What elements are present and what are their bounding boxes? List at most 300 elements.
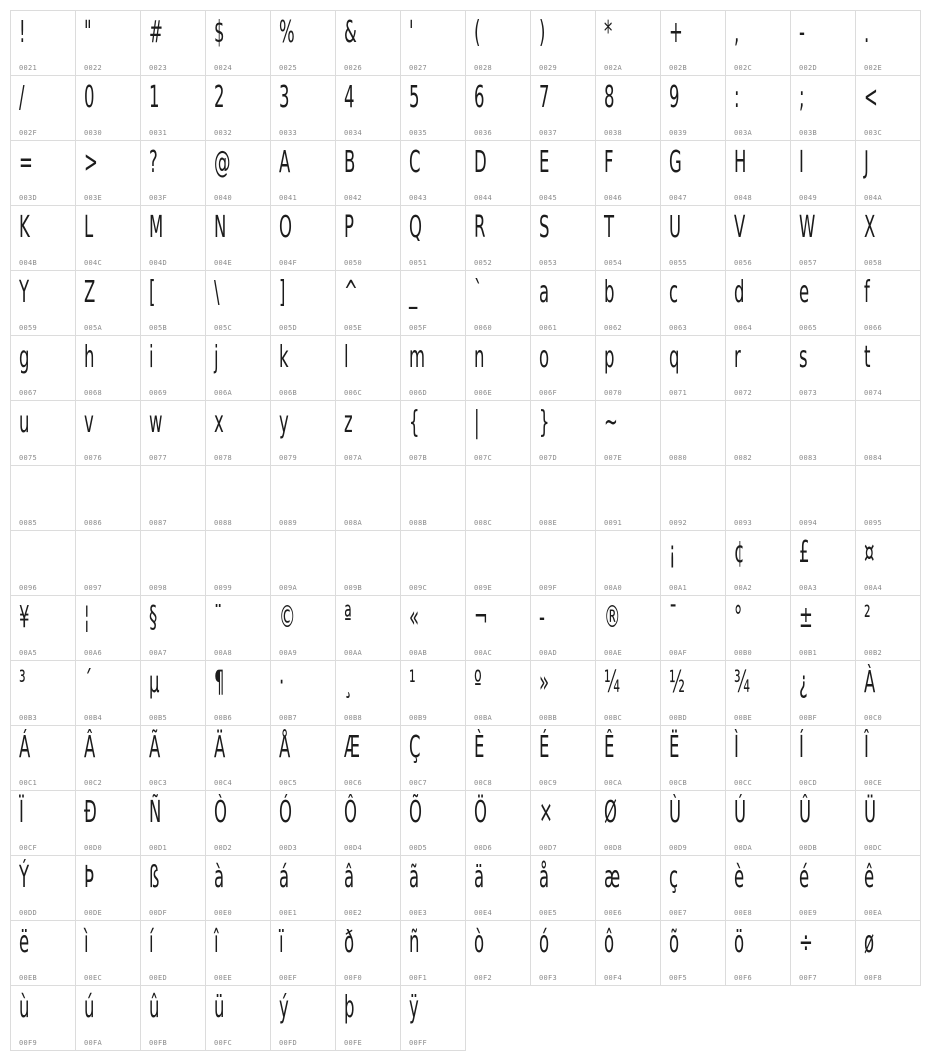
glyph-codepoint-label: 00E9: [799, 909, 818, 917]
glyph-cell[interactable]: [531, 401, 596, 466]
glyph-cell[interactable]: [206, 596, 271, 661]
glyph-cell[interactable]: [856, 661, 921, 726]
glyph-codepoint-label: 0056: [734, 259, 753, 267]
glyph-cell[interactable]: [726, 856, 791, 921]
glyph-codepoint-label: 00A0: [604, 584, 623, 592]
glyph-cell[interactable]: [596, 466, 661, 531]
glyph-cell[interactable]: [11, 791, 76, 856]
glyph-cell[interactable]: [401, 76, 466, 141]
glyph-cell[interactable]: [141, 791, 206, 856]
glyph-cell[interactable]: [726, 466, 791, 531]
glyph-cell[interactable]: [76, 11, 141, 76]
glyph-codepoint-label: 0052: [474, 259, 493, 267]
glyph-cell[interactable]: [336, 921, 401, 986]
glyph-character: ¥: [19, 600, 30, 635]
glyph-cell[interactable]: [271, 596, 336, 661]
glyph-cell[interactable]: [596, 856, 661, 921]
glyph-cell[interactable]: [661, 141, 726, 206]
glyph-character: 5: [409, 80, 420, 115]
glyph-cell[interactable]: [531, 271, 596, 336]
glyph-cell[interactable]: [401, 856, 466, 921]
glyph-cell[interactable]: [596, 141, 661, 206]
glyph-cell[interactable]: [271, 206, 336, 271]
glyph-cell[interactable]: [466, 401, 531, 466]
glyph-cell[interactable]: [466, 531, 531, 596]
glyph-cell[interactable]: [661, 661, 726, 726]
glyph-cell[interactable]: [271, 856, 336, 921]
glyph-character: á: [279, 860, 290, 895]
glyph-cell[interactable]: [76, 76, 141, 141]
glyph-cell[interactable]: [466, 791, 531, 856]
glyph-codepoint-label: 0068: [84, 389, 103, 397]
glyph-character: $: [214, 15, 225, 50]
glyph-cell[interactable]: [596, 661, 661, 726]
glyph-character: í: [149, 925, 154, 960]
glyph-character: Ò: [214, 795, 227, 830]
glyph-character: ø: [864, 925, 875, 960]
glyph-cell[interactable]: [141, 466, 206, 531]
glyph-cell[interactable]: [401, 271, 466, 336]
glyph-cell[interactable]: [206, 791, 271, 856]
glyph-codepoint-label: 0075: [19, 454, 38, 462]
glyph-character: ñ: [409, 925, 420, 960]
glyph-cell[interactable]: [856, 401, 921, 466]
glyph-codepoint-label: 00E6: [604, 909, 623, 917]
glyph-cell[interactable]: [401, 11, 466, 76]
glyph-character: »: [539, 665, 550, 700]
glyph-cell[interactable]: [336, 856, 401, 921]
glyph-cell[interactable]: [206, 141, 271, 206]
glyph-cell[interactable]: [76, 141, 141, 206]
glyph-character: X: [864, 210, 876, 245]
glyph-cell[interactable]: [856, 791, 921, 856]
glyph-cell[interactable]: [11, 856, 76, 921]
glyph-cell[interactable]: [141, 11, 206, 76]
glyph-cell[interactable]: [791, 401, 856, 466]
glyph-codepoint-label: 00BB: [539, 714, 558, 722]
glyph-cell[interactable]: [11, 661, 76, 726]
glyph-cell[interactable]: [466, 206, 531, 271]
glyph-codepoint-label: 005C: [214, 324, 233, 332]
glyph-cell[interactable]: [76, 531, 141, 596]
glyph-cell[interactable]: [856, 141, 921, 206]
glyph-character: ç: [669, 860, 679, 895]
glyph-character: ²: [864, 600, 871, 635]
glyph-cell[interactable]: [401, 596, 466, 661]
glyph-cell[interactable]: [11, 531, 76, 596]
glyph-cell[interactable]: [726, 726, 791, 791]
glyph-codepoint-label: 00C9: [539, 779, 558, 787]
glyph-cell[interactable]: [76, 336, 141, 401]
glyph-character: £: [799, 535, 810, 570]
glyph-codepoint-label: 00D4: [344, 844, 363, 852]
glyph-character: ?: [149, 145, 158, 180]
glyph-cell[interactable]: [206, 206, 271, 271]
glyph-character: Í: [799, 730, 804, 765]
glyph-cell[interactable]: [466, 271, 531, 336]
glyph-cell[interactable]: [141, 726, 206, 791]
glyph-cell[interactable]: [791, 791, 856, 856]
glyph-codepoint-label: 0094: [799, 519, 818, 527]
glyph-cell[interactable]: [76, 466, 141, 531]
glyph-cell[interactable]: [141, 76, 206, 141]
glyph-codepoint-label: 002B: [669, 64, 688, 72]
glyph-cell[interactable]: [76, 791, 141, 856]
glyph-cell[interactable]: [531, 856, 596, 921]
glyph-cell[interactable]: [466, 596, 531, 661]
glyph-cell[interactable]: [401, 531, 466, 596]
glyph-codepoint-label: 003F: [149, 194, 168, 202]
glyph-cell[interactable]: [596, 726, 661, 791]
glyph-cell[interactable]: [76, 596, 141, 661]
glyph-cell[interactable]: [336, 76, 401, 141]
glyph-cell[interactable]: [661, 206, 726, 271]
glyph-cell[interactable]: [206, 856, 271, 921]
glyph-cell[interactable]: [726, 791, 791, 856]
glyph-codepoint-label: 00FE: [344, 1039, 363, 1047]
glyph-codepoint-label: 00F4: [604, 974, 623, 982]
glyph-cell[interactable]: [856, 206, 921, 271]
glyph-cell[interactable]: [76, 726, 141, 791]
glyph-codepoint-label: 00DE: [84, 909, 103, 917]
glyph-cell[interactable]: [466, 11, 531, 76]
glyph-cell[interactable]: [791, 336, 856, 401]
glyph-cell[interactable]: [206, 11, 271, 76]
glyph-codepoint-label: 005F: [409, 324, 428, 332]
glyph-codepoint-label: 0039: [669, 129, 688, 137]
glyph-codepoint-label: 005A: [84, 324, 103, 332]
glyph-cell[interactable]: [531, 11, 596, 76]
glyph-cell[interactable]: [531, 76, 596, 141]
glyph-cell[interactable]: [466, 466, 531, 531]
glyph-codepoint-label: 0086: [84, 519, 103, 527]
glyph-cell[interactable]: [141, 986, 206, 1051]
glyph-cell[interactable]: [401, 141, 466, 206]
glyph-character: Ã: [149, 730, 161, 765]
glyph-cell[interactable]: [206, 401, 271, 466]
glyph-cell[interactable]: [661, 726, 726, 791]
glyph-cell[interactable]: [661, 791, 726, 856]
glyph-cell[interactable]: [401, 336, 466, 401]
glyph-cell[interactable]: [596, 791, 661, 856]
glyph-cell[interactable]: [206, 271, 271, 336]
glyph-cell[interactable]: [726, 921, 791, 986]
glyph-cell[interactable]: [466, 856, 531, 921]
glyph-cell[interactable]: [531, 206, 596, 271]
glyph-cell[interactable]: [531, 141, 596, 206]
glyph-codepoint-label: 00F5: [669, 974, 688, 982]
glyph-cell[interactable]: [141, 596, 206, 661]
glyph-character: u: [19, 405, 30, 440]
glyph-cell[interactable]: [11, 11, 76, 76]
glyph-cell[interactable]: [141, 206, 206, 271]
glyph-cell[interactable]: [661, 921, 726, 986]
glyph-character: 0: [84, 80, 95, 115]
glyph-character: ß: [149, 860, 160, 895]
glyph-character: E: [539, 145, 550, 180]
glyph-cell[interactable]: [661, 596, 726, 661]
glyph-cell[interactable]: [531, 921, 596, 986]
glyph-codepoint-label: 0096: [19, 584, 38, 592]
glyph-cell[interactable]: [856, 596, 921, 661]
glyph-cell[interactable]: [11, 76, 76, 141]
glyph-cell[interactable]: [401, 206, 466, 271]
glyph-character: Å: [279, 730, 291, 765]
glyph-cell[interactable]: [271, 141, 336, 206]
glyph-cell[interactable]: [856, 856, 921, 921]
glyph-cell[interactable]: [11, 726, 76, 791]
glyph-cell[interactable]: [466, 661, 531, 726]
glyph-cell[interactable]: [401, 466, 466, 531]
glyph-cell[interactable]: [11, 401, 76, 466]
glyph-cell[interactable]: [661, 76, 726, 141]
glyph-cell[interactable]: [596, 271, 661, 336]
glyph-cell[interactable]: [596, 206, 661, 271]
glyph-cell[interactable]: [206, 661, 271, 726]
glyph-cell[interactable]: [141, 921, 206, 986]
glyph-cell[interactable]: [401, 401, 466, 466]
glyph-character: 7: [539, 80, 550, 115]
glyph-cell[interactable]: [76, 986, 141, 1051]
glyph-codepoint-label: 00DC: [864, 844, 883, 852]
glyph-cell[interactable]: [336, 726, 401, 791]
glyph-character: ¦: [84, 600, 90, 635]
glyph-cell[interactable]: [336, 271, 401, 336]
glyph-cell[interactable]: [726, 596, 791, 661]
glyph-character: 9: [669, 80, 680, 115]
glyph-codepoint-label: 00B8: [344, 714, 363, 722]
glyph-codepoint-label: 0061: [539, 324, 558, 332]
glyph-cell[interactable]: [856, 466, 921, 531]
glyph-cell[interactable]: [11, 466, 76, 531]
glyph-cell[interactable]: [661, 856, 726, 921]
glyph-cell[interactable]: [726, 336, 791, 401]
glyph-cell[interactable]: [336, 986, 401, 1051]
glyph-cell[interactable]: [271, 271, 336, 336]
glyph-codepoint-label: 00F3: [539, 974, 558, 982]
glyph-cell[interactable]: [11, 921, 76, 986]
glyph-cell[interactable]: [596, 596, 661, 661]
glyph-cell[interactable]: [726, 141, 791, 206]
glyph-cell[interactable]: [596, 11, 661, 76]
glyph-cell[interactable]: [531, 661, 596, 726]
glyph-cell[interactable]: [856, 336, 921, 401]
glyph-cell[interactable]: [271, 921, 336, 986]
glyph-cell[interactable]: [206, 76, 271, 141]
glyph-cell[interactable]: [271, 531, 336, 596]
glyph-cell[interactable]: [206, 726, 271, 791]
glyph-cell[interactable]: [401, 986, 466, 1051]
glyph-codepoint-label: 003C: [864, 129, 883, 137]
glyph-cell[interactable]: [336, 11, 401, 76]
glyph-cell[interactable]: [726, 401, 791, 466]
glyph-codepoint-label: 00B6: [214, 714, 233, 722]
glyph-codepoint-label: 0045: [539, 194, 558, 202]
glyph-cell[interactable]: [726, 271, 791, 336]
glyph-cell[interactable]: [726, 206, 791, 271]
glyph-cell[interactable]: [596, 336, 661, 401]
glyph-cell[interactable]: [206, 336, 271, 401]
glyph-cell[interactable]: [141, 661, 206, 726]
glyph-cell[interactable]: [271, 726, 336, 791]
glyph-cell[interactable]: [791, 466, 856, 531]
glyph-cell[interactable]: [76, 271, 141, 336]
glyph-cell[interactable]: [76, 856, 141, 921]
glyph-cell[interactable]: [596, 921, 661, 986]
glyph-cell[interactable]: [271, 791, 336, 856]
glyph-character: þ: [344, 990, 355, 1025]
glyph-cell[interactable]: [596, 531, 661, 596]
glyph-cell[interactable]: [466, 141, 531, 206]
glyph-cell[interactable]: [791, 531, 856, 596]
glyph-cell[interactable]: [336, 206, 401, 271]
glyph-codepoint-label: 00D3: [279, 844, 298, 852]
glyph-codepoint-label: 0026: [344, 64, 363, 72]
glyph-cell[interactable]: [206, 531, 271, 596]
glyph-cell[interactable]: [206, 986, 271, 1051]
glyph-cell[interactable]: [336, 661, 401, 726]
glyph-cell[interactable]: [76, 206, 141, 271]
glyph-cell[interactable]: [726, 531, 791, 596]
glyph-cell[interactable]: [11, 336, 76, 401]
glyph-cell[interactable]: [791, 596, 856, 661]
glyph-cell[interactable]: [856, 11, 921, 76]
glyph-cell[interactable]: [11, 986, 76, 1051]
glyph-character: .: [864, 15, 870, 50]
glyph-cell[interactable]: [531, 596, 596, 661]
glyph-cell[interactable]: [791, 76, 856, 141]
glyph-cell[interactable]: [336, 531, 401, 596]
glyph-cell[interactable]: [206, 921, 271, 986]
glyph-cell[interactable]: [401, 661, 466, 726]
glyph-cell[interactable]: [141, 336, 206, 401]
glyph-character: Ù: [669, 795, 682, 830]
glyph-cell[interactable]: [856, 726, 921, 791]
glyph-codepoint-label: 0037: [539, 129, 558, 137]
glyph-character: V: [734, 210, 746, 245]
glyph-cell[interactable]: [141, 141, 206, 206]
glyph-cell[interactable]: [11, 141, 76, 206]
glyph-cell[interactable]: [791, 921, 856, 986]
glyph-character: y: [279, 405, 289, 440]
glyph-cell[interactable]: [791, 856, 856, 921]
glyph-cell[interactable]: [661, 11, 726, 76]
glyph-cell[interactable]: [466, 336, 531, 401]
glyph-cell[interactable]: [401, 921, 466, 986]
glyph-cell[interactable]: [791, 726, 856, 791]
glyph-cell[interactable]: [11, 596, 76, 661]
glyph-cell[interactable]: [596, 76, 661, 141]
glyph-cell[interactable]: [336, 596, 401, 661]
glyph-cell[interactable]: [401, 791, 466, 856]
glyph-cell[interactable]: [271, 76, 336, 141]
glyph-cell[interactable]: [531, 466, 596, 531]
glyph-character: F: [604, 145, 614, 180]
glyph-cell[interactable]: [11, 206, 76, 271]
glyph-codepoint-label: 00FB: [149, 1039, 168, 1047]
glyph-cell[interactable]: [141, 531, 206, 596]
glyph-codepoint-label: 009B: [344, 584, 363, 592]
glyph-cell[interactable]: [271, 661, 336, 726]
glyph-cell[interactable]: [271, 986, 336, 1051]
glyph-character: i: [149, 340, 154, 375]
glyph-codepoint-label: 0060: [474, 324, 493, 332]
glyph-cell[interactable]: [726, 661, 791, 726]
glyph-cell[interactable]: [141, 401, 206, 466]
glyph-cell[interactable]: [791, 271, 856, 336]
glyph-cell[interactable]: [531, 336, 596, 401]
glyph-cell[interactable]: [466, 921, 531, 986]
glyph-cell[interactable]: [336, 791, 401, 856]
glyph-cell[interactable]: [661, 271, 726, 336]
glyph-codepoint-label: 0095: [864, 519, 883, 527]
glyph-character: :: [734, 80, 740, 115]
glyph-character: å: [539, 860, 550, 895]
glyph-cell[interactable]: [401, 726, 466, 791]
glyph-cell[interactable]: [791, 11, 856, 76]
glyph-cell[interactable]: [791, 141, 856, 206]
glyph-cell[interactable]: [141, 271, 206, 336]
glyph-cell[interactable]: [336, 336, 401, 401]
glyph-cell[interactable]: [856, 921, 921, 986]
glyph-codepoint-label: 00BF: [799, 714, 818, 722]
glyph-cell[interactable]: [271, 401, 336, 466]
glyph-cell[interactable]: [531, 791, 596, 856]
glyph-cell[interactable]: [726, 11, 791, 76]
glyph-cell[interactable]: [76, 401, 141, 466]
glyph-cell[interactable]: [531, 726, 596, 791]
glyph-cell[interactable]: [661, 401, 726, 466]
glyph-codepoint-label: 00A5: [19, 649, 38, 657]
glyph-character: B: [344, 145, 356, 180]
glyph-character: #: [149, 15, 163, 50]
glyph-cell[interactable]: [791, 206, 856, 271]
glyph-codepoint-label: 00BA: [474, 714, 493, 722]
glyph-cell[interactable]: [856, 76, 921, 141]
glyph-cell[interactable]: [336, 466, 401, 531]
glyph-cell[interactable]: [141, 856, 206, 921]
glyph-codepoint-label: 007C: [474, 454, 493, 462]
glyph-cell[interactable]: [336, 141, 401, 206]
glyph-cell[interactable]: [206, 466, 271, 531]
glyph-character: À: [864, 665, 876, 700]
glyph-cell[interactable]: [271, 466, 336, 531]
glyph-cell[interactable]: [336, 401, 401, 466]
glyph-cell[interactable]: [856, 531, 921, 596]
glyph-cell[interactable]: [726, 76, 791, 141]
glyph-cell[interactable]: [271, 11, 336, 76]
glyph-cell[interactable]: [76, 661, 141, 726]
glyph-cell[interactable]: [466, 76, 531, 141]
glyph-codepoint-label: 00D0: [84, 844, 103, 852]
glyph-cell[interactable]: [531, 531, 596, 596]
glyph-character: 4: [344, 80, 355, 115]
glyph-character: ã: [409, 860, 420, 895]
glyph-cell[interactable]: [791, 661, 856, 726]
glyph-cell[interactable]: [76, 921, 141, 986]
glyph-character: ~: [604, 405, 618, 440]
glyph-cell[interactable]: [661, 531, 726, 596]
glyph-codepoint-label: 0047: [669, 194, 688, 202]
glyph-cell[interactable]: [11, 271, 76, 336]
glyph-cell[interactable]: [856, 271, 921, 336]
glyph-codepoint-label: 00FC: [214, 1039, 233, 1047]
glyph-cell[interactable]: [661, 466, 726, 531]
glyph-cell[interactable]: [466, 726, 531, 791]
glyph-cell[interactable]: [271, 336, 336, 401]
glyph-cell[interactable]: [661, 336, 726, 401]
glyph-cell[interactable]: [596, 401, 661, 466]
